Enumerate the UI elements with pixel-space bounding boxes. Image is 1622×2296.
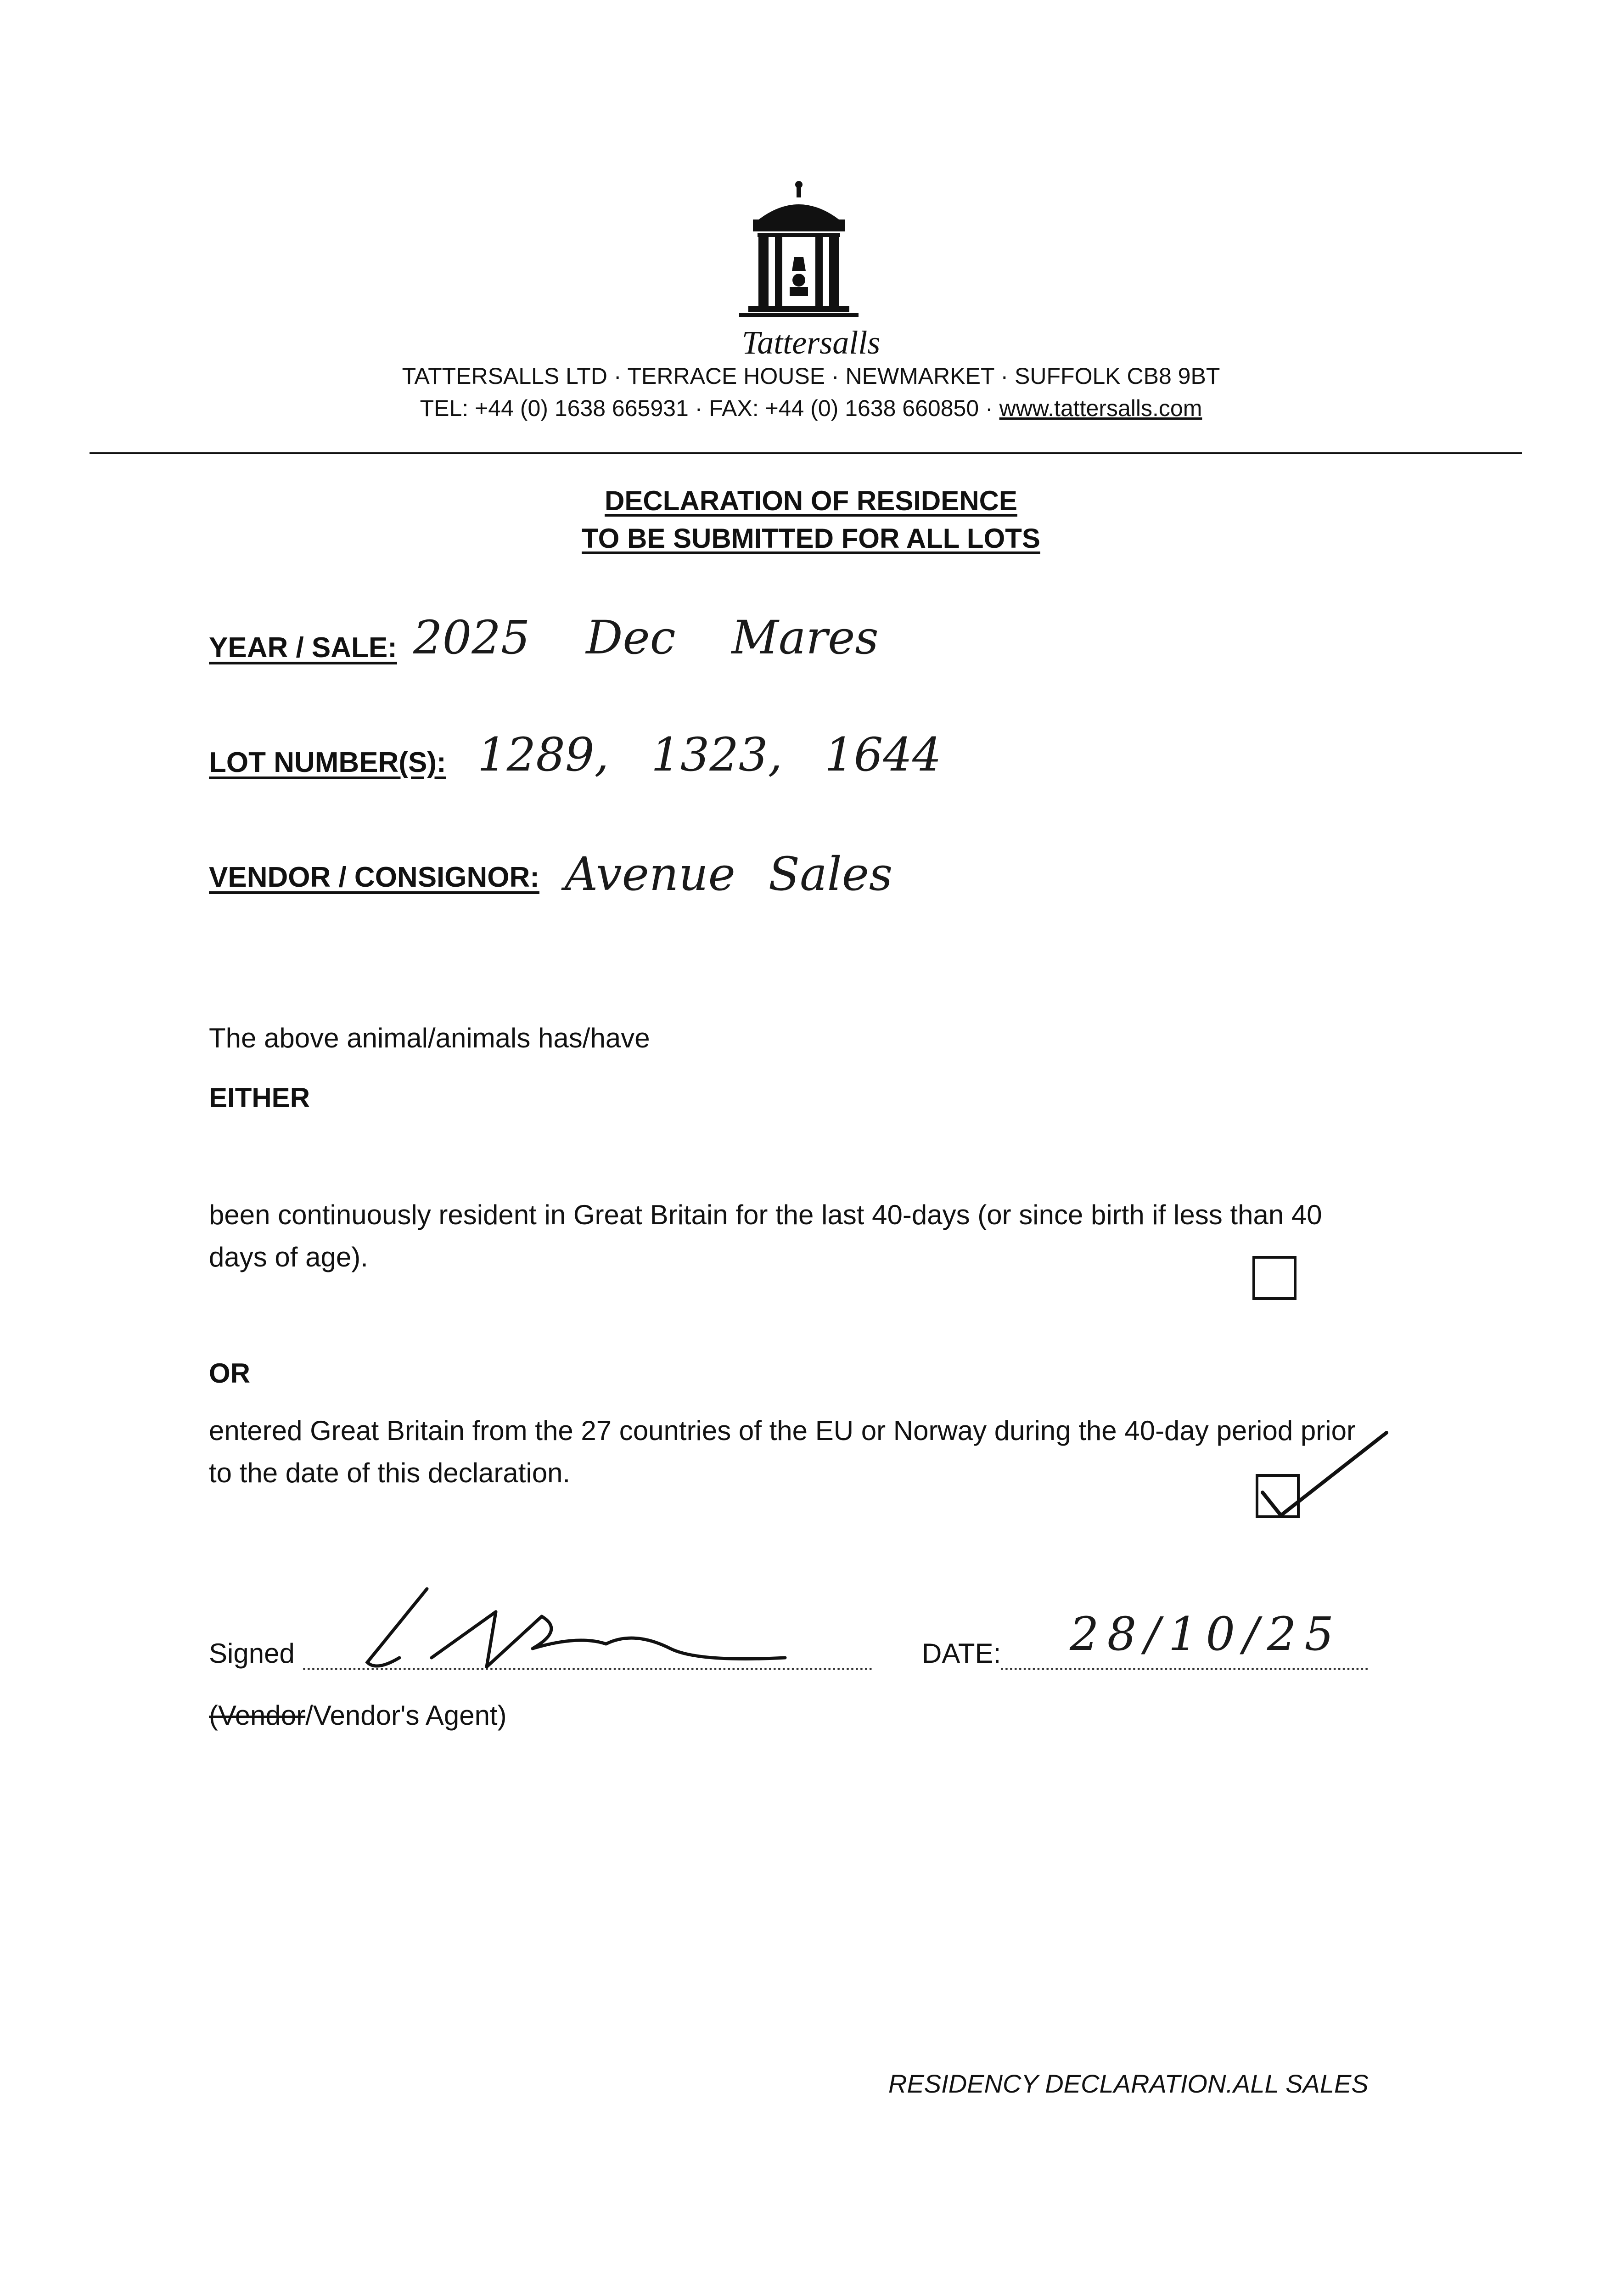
lot-numbers-value[interactable]: 1289, 1323, 1644 [477,728,942,782]
tattersalls-logo [730,179,868,326]
document-title [0,482,1622,557]
date-label: DATE: [922,1638,1001,1669]
document-reference: RESIDENCY DECLARATION.ALL SALES [888,2069,1369,2098]
date-line [1001,1668,1368,1670]
title-line-1: DECLARATION OF RESIDENCE [605,485,1017,516]
vendor-value[interactable]: Avenue Sales [565,847,893,901]
checkmark-icon [1249,1424,1396,1529]
title-line-2: TO BE SUBMITTED FOR ALL LOTS [582,523,1040,554]
or-heading: OR [209,1358,250,1389]
role-struck-vendor: (Vendor [209,1700,306,1731]
option-1-checkbox[interactable] [1252,1256,1296,1300]
option-2-text: entered Great Britain from the 27 countries of the EU or Norway during the 40-day period prior to the date of this declaration. [209,1415,1356,1488]
company-address: TATTERSALLS LTD · TERRACE HOUSE · NEWMARKET · SUFFOLK CB8 9BT [402,363,1220,389]
signatory-role [209,1694,507,1737]
either-heading: EITHER [209,1082,310,1113]
date-value[interactable]: 28/10/25 [1070,1607,1342,1661]
year-sale-value[interactable]: 2025 Dec Mares [413,611,879,664]
vendor-label: VENDOR / CONSIGNOR: [209,861,539,893]
company-contact [0,395,1622,422]
option-1-text: been continuously resident in Great Britain for the last 40-days (or since birth if less than 40 days of age). [209,1199,1322,1272]
role-vendors-agent: /Vendor's Agent) [305,1700,507,1731]
contact-phone-fax: TEL: +44 (0) 1638 665931 · FAX: +44 (0) 1638 660850 · [420,395,999,421]
handwritten-signature[interactable] [349,1575,808,1676]
lot-numbers-label: LOT NUMBER(S): [209,747,446,778]
signed-label: Signed [209,1638,295,1669]
intro-text: The above animal/animals has/have [209,1023,650,1053]
year-sale-label: YEAR / SALE: [209,632,397,664]
header-divider [90,452,1522,454]
website-link[interactable]: www.tattersalls.com [999,395,1202,421]
brand-name: Tattersalls [741,324,881,361]
